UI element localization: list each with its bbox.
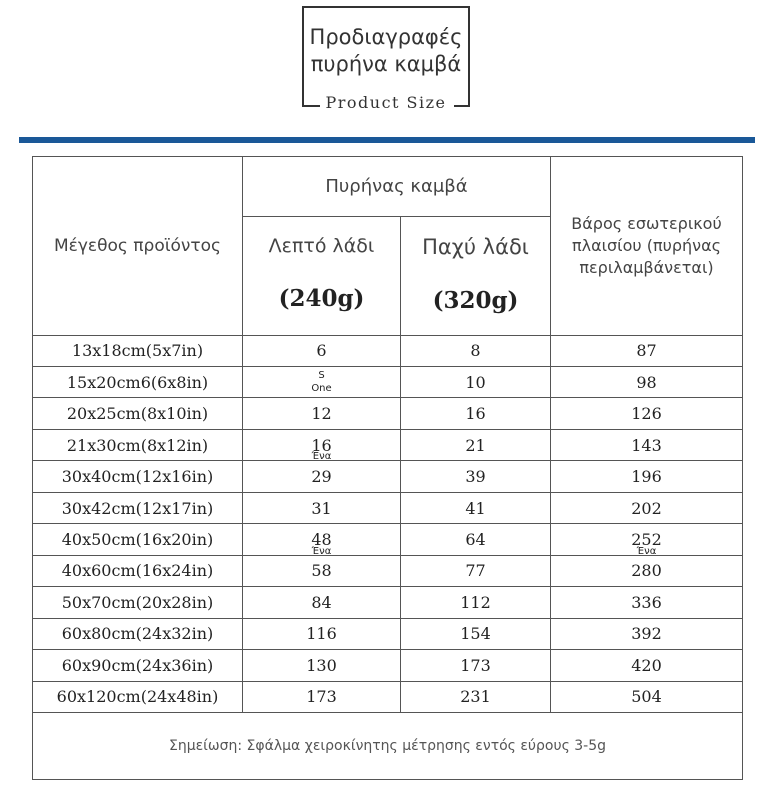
header-weight-line-2: πλαισίου (πυρήνας [571, 235, 722, 255]
cell-thick: 112 [401, 587, 551, 618]
title-line-1: Προδιαγραφές [309, 25, 463, 49]
title-subtitle: Product Size [325, 93, 447, 112]
table-row [33, 461, 743, 492]
spec-table [32, 156, 743, 780]
header-thick-oil [401, 216, 551, 335]
page-title [302, 24, 470, 78]
cell-frame: 98 [551, 367, 743, 398]
cell-thin [243, 524, 401, 555]
cell-size: 60x80cm(24x32in) [33, 618, 243, 649]
cell-frame: 87 [551, 335, 743, 366]
cell-frame-value: 252 [631, 530, 662, 549]
cell-thin: 29 [243, 461, 401, 492]
cell-thin: 12 [243, 398, 401, 429]
cell-thick: 41 [401, 492, 551, 523]
table-row [33, 429, 743, 460]
cell-size: 30x40cm(12x16in) [33, 461, 243, 492]
title-frame [302, 6, 470, 112]
annotation-ena: Ένα [311, 545, 332, 557]
thin-oil-label: Λεπτό λάδι [268, 234, 375, 257]
thin-oil-weight: (240g) [278, 284, 365, 312]
cell-size: 60x90cm(24x36in) [33, 650, 243, 681]
cell-size: 40x50cm(16x20in) [33, 524, 243, 555]
cell-thin: 6 [243, 335, 401, 366]
cell-frame: 202 [551, 492, 743, 523]
table-row [33, 555, 743, 586]
cell-thick: 64 [401, 524, 551, 555]
table-row [33, 492, 743, 523]
accent-divider [19, 137, 755, 143]
annotation-s: S [318, 370, 325, 382]
table-row [33, 524, 743, 555]
header-product-size: Μέγεθος προϊόντος [33, 157, 243, 336]
table-row [33, 681, 743, 712]
cell-size: 13x18cm(5x7in) [33, 335, 243, 366]
table-row [33, 650, 743, 681]
cell-thin: 130 [243, 650, 401, 681]
table-row [33, 367, 743, 398]
table-row [33, 587, 743, 618]
cell-frame: 392 [551, 618, 743, 649]
cell-size: 60x120cm(24x48in) [33, 681, 243, 712]
cell-size: 30x42cm(12x17in) [33, 492, 243, 523]
cell-thick: 10 [401, 367, 551, 398]
cell-thick: 77 [401, 555, 551, 586]
table-row [33, 335, 743, 366]
cell-thin: 116 [243, 618, 401, 649]
cell-thin: 58 [243, 555, 401, 586]
cell-frame: 420 [551, 650, 743, 681]
cell-thick: 21 [401, 429, 551, 460]
cell-thick: 154 [401, 618, 551, 649]
cell-size: 40x60cm(16x24in) [33, 555, 243, 586]
header-thin-oil [243, 216, 401, 335]
header-frame-weight [551, 157, 743, 336]
cell-thin [243, 429, 401, 463]
cell-size: 15x20cm6(6x8in) [33, 367, 243, 398]
header-canvas-core: Πυρήνας καμβά [243, 157, 551, 217]
cell-frame: 504 [551, 681, 743, 712]
annotation-ena: Ένα [636, 545, 657, 557]
annotation-ena: Ένα [311, 451, 332, 463]
cell-thin: 84 [243, 587, 401, 618]
cell-thin: 31 [243, 492, 401, 523]
header-weight-line-3: περιλαμβάνεται) [579, 257, 714, 277]
cell-thick: 39 [401, 461, 551, 492]
cell-thick: 8 [401, 335, 551, 366]
table-row [33, 618, 743, 649]
cell-thin [243, 367, 401, 398]
annotation-one: One [311, 383, 332, 395]
cell-size: 21x30cm(8x12in) [33, 429, 243, 460]
cell-size: 20x25cm(8x10in) [33, 398, 243, 429]
thick-oil-weight: (320g) [432, 286, 519, 314]
cell-thin-value: 48 [311, 530, 332, 549]
cell-thick: 231 [401, 681, 551, 712]
cell-frame: 196 [551, 461, 743, 492]
title-line-2: πυρήνα καμβά [310, 52, 462, 76]
cell-frame [551, 524, 743, 555]
header-weight-line-1: Βάρος εσωτερικού [571, 213, 722, 233]
measurement-note: Σημείωση: Σφάλμα χειροκίνητης μέτρησης εντός εύρους 3-5g [33, 713, 743, 780]
cell-thin: 173 [243, 681, 401, 712]
cell-frame: 126 [551, 398, 743, 429]
cell-size: 50x70cm(20x28in) [33, 587, 243, 618]
cell-thick: 16 [401, 398, 551, 429]
cell-frame: 143 [551, 429, 743, 460]
frame-top-line [302, 6, 470, 8]
table-row [33, 398, 743, 429]
thick-oil-label: Παχύ λάδι [422, 234, 529, 259]
cell-frame: 280 [551, 555, 743, 586]
cell-thick: 173 [401, 650, 551, 681]
cell-thin-value: 16 [311, 435, 332, 455]
cell-frame: 336 [551, 587, 743, 618]
